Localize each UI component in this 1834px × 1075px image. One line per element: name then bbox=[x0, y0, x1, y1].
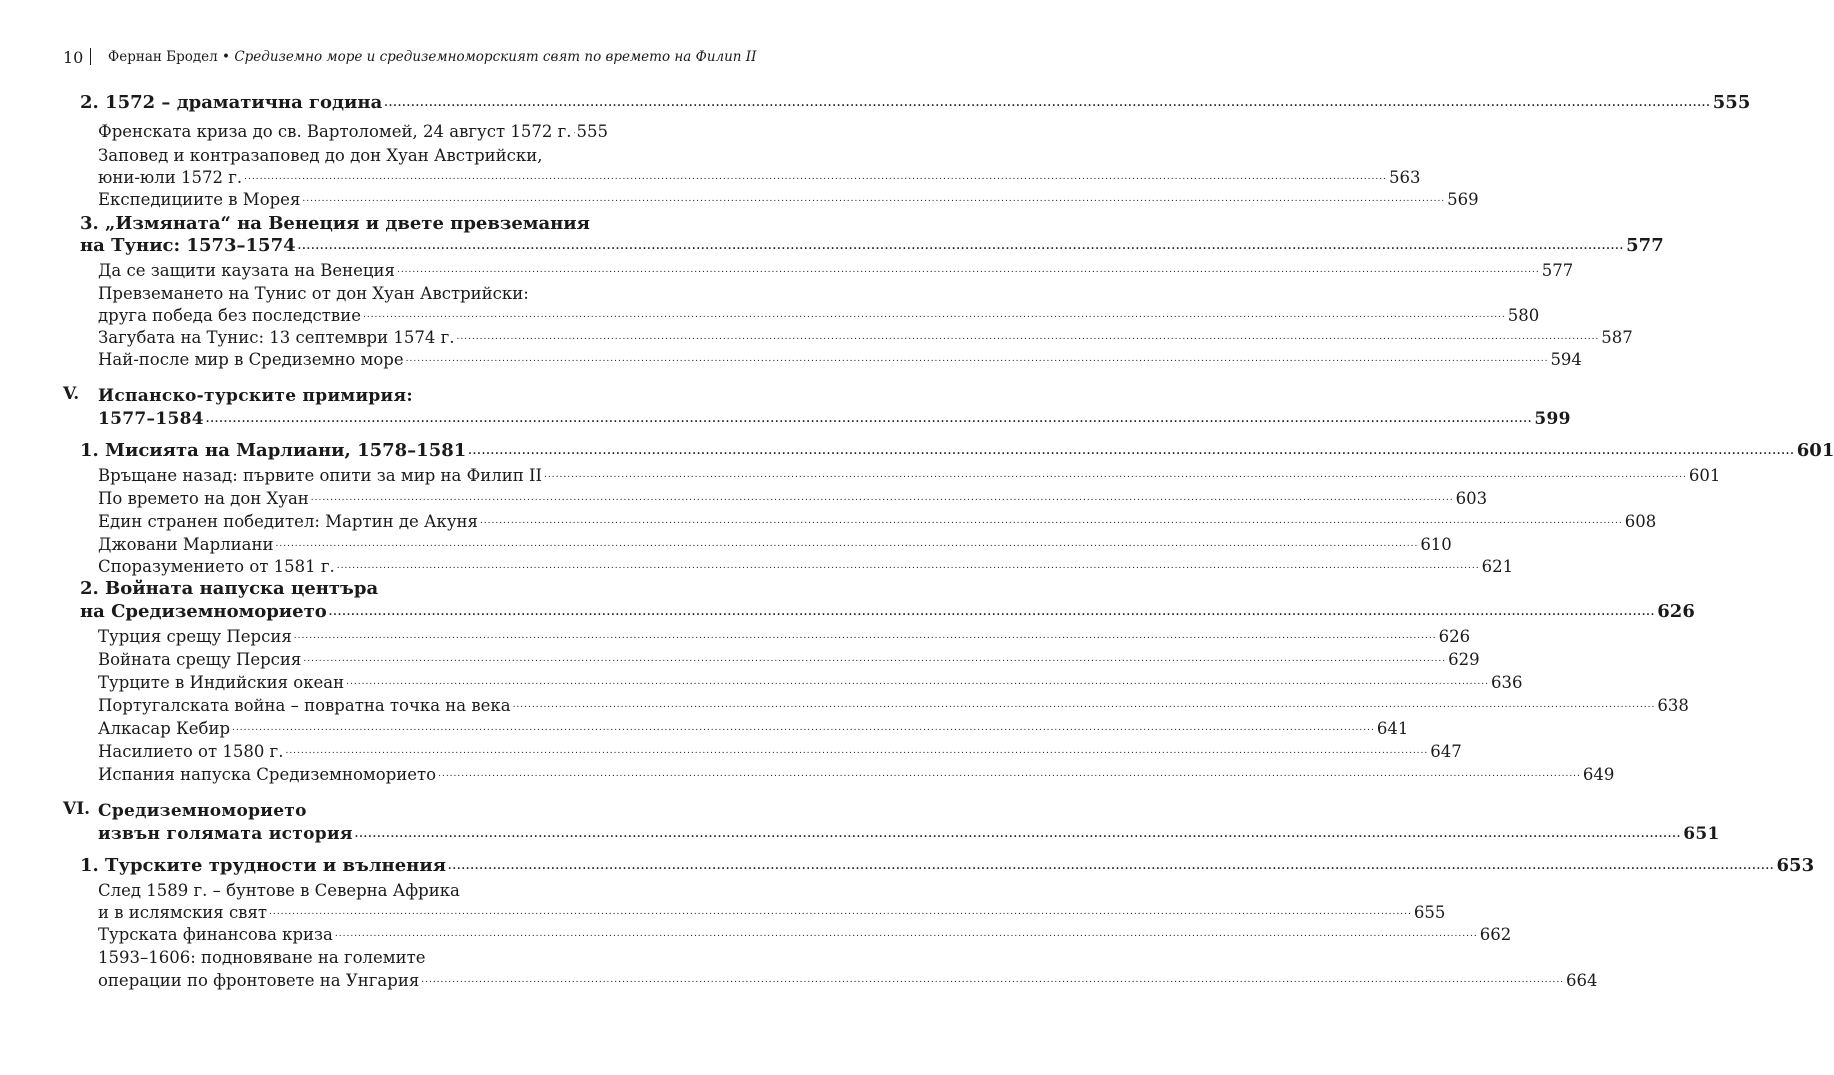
toc-entry-page: 599 bbox=[1534, 409, 1571, 429]
toc-entry-sub bbox=[98, 668, 1523, 692]
toc-entry-page: 664 bbox=[1566, 971, 1598, 990]
toc-entry-page: 587 bbox=[1601, 328, 1633, 347]
toc-entry-sub bbox=[98, 301, 1540, 325]
toc-entry-sub bbox=[98, 345, 1582, 369]
toc-entry-page: 662 bbox=[1479, 925, 1512, 944]
toc-entry-sec bbox=[80, 852, 1815, 876]
toc-entry-page: 555 bbox=[1712, 92, 1751, 113]
toc-entry-title: операции по фронтовете на Унгария bbox=[98, 971, 420, 990]
toc-entry-title: Един странен победител: Мартин де Акуня bbox=[98, 512, 478, 531]
header-book-title: Средиземно море и средиземноморският свят по времето на Филип II bbox=[234, 49, 757, 65]
dot-leader bbox=[302, 195, 1445, 204]
dot-leader bbox=[329, 608, 1656, 617]
toc-entry-page: 577 bbox=[1541, 261, 1574, 280]
toc-entry-title: Експедициите в Морея bbox=[98, 190, 301, 209]
toc-entry-sub bbox=[98, 256, 1574, 280]
running-header bbox=[0, 46, 757, 70]
toc-entry-title: на Средиземноморието bbox=[80, 601, 327, 622]
toc-entry-title: Загубата на Тунис: 13 септември 1574 г. bbox=[98, 328, 455, 347]
toc-entry-page: 577 bbox=[1626, 235, 1664, 256]
toc-entry-title: извън голямата история bbox=[98, 824, 353, 844]
dot-leader bbox=[311, 494, 1454, 503]
toc-entry-title: Турската финансова криза bbox=[98, 925, 333, 944]
toc-entry-page: 601 bbox=[1796, 440, 1834, 461]
toc-entry-title: 3. „Измяната“ на Венеция и двете превземания bbox=[80, 213, 590, 234]
toc-entry-title: Връщане назад: първите опити за мир на Филип II bbox=[98, 466, 543, 485]
part-number: VI. bbox=[63, 799, 91, 819]
toc-entry-page: 563 bbox=[1388, 168, 1421, 187]
dot-leader bbox=[384, 99, 1711, 108]
toc-entry-page: 653 bbox=[1776, 855, 1815, 876]
toc-entry-sub bbox=[98, 279, 608, 303]
dot-leader bbox=[421, 976, 1564, 985]
toc-entry-sub bbox=[98, 714, 1409, 738]
toc-entry-page: 641 bbox=[1376, 719, 1409, 738]
toc-entry-sub bbox=[98, 943, 608, 967]
dot-leader bbox=[456, 333, 1599, 342]
toc-entry-part bbox=[98, 797, 608, 821]
dot-leader bbox=[294, 632, 1437, 641]
toc-entry-title: юни-юли 1572 г. bbox=[98, 168, 243, 187]
toc-entry-page: 603 bbox=[1455, 489, 1488, 508]
toc-entry-title: 1593–1606: подновяване на големите bbox=[98, 948, 426, 967]
toc-entry-title: По времето на дон Хуан bbox=[98, 489, 309, 508]
toc-entry-title: 1. Турските трудности и вълнения bbox=[80, 855, 446, 876]
toc-entry-sub bbox=[98, 507, 1657, 531]
page-number: 10 bbox=[63, 48, 84, 67]
toc-entry-page: 569 bbox=[1447, 190, 1479, 209]
running-title bbox=[108, 49, 756, 65]
toc-entry-title: Испания напуска Средиземноморието bbox=[98, 765, 437, 784]
toc-entry-title: друга победа без последствие bbox=[98, 306, 361, 325]
toc-entry-sub bbox=[98, 141, 608, 165]
toc-entry-sec bbox=[80, 575, 608, 599]
header-divider bbox=[90, 48, 91, 65]
header-author: Фернан Бродел bbox=[108, 49, 218, 65]
toc-entry-page: 649 bbox=[1582, 765, 1615, 784]
toc-entry-sub bbox=[98, 163, 1421, 187]
toc-entry-page: 638 bbox=[1657, 696, 1689, 715]
dot-leader bbox=[335, 930, 1478, 939]
toc-entry-sec bbox=[80, 89, 1751, 113]
toc-entry-sec bbox=[80, 437, 1834, 461]
toc-entry-page: 626 bbox=[1438, 627, 1471, 646]
toc-entry-sub bbox=[98, 645, 1480, 669]
toc-entry-title: 1577–1584 bbox=[98, 409, 204, 429]
dot-leader bbox=[480, 517, 1623, 526]
toc-entry-sub bbox=[98, 530, 1452, 554]
toc-entry-title: Португалската война – повратна точка на века bbox=[98, 696, 511, 715]
toc-entry-title: Да се защити каузата на Венеция bbox=[98, 261, 395, 280]
toc-entry-title: 2. Войната напуска центъра bbox=[80, 578, 379, 599]
toc-entry-title: Превземането на Тунис от дон Хуан Австрийски: bbox=[98, 284, 529, 303]
toc-entry-title: Френската криза до св. Вартоломей, 24 август 1572 г. bbox=[98, 122, 572, 141]
toc-entry-part bbox=[98, 405, 1571, 429]
toc-entry-title: Заповед и контразаповед до дон Хуан Австрийски, bbox=[98, 146, 543, 165]
toc-entry-sub bbox=[98, 737, 1462, 761]
dot-leader bbox=[406, 355, 1549, 364]
toc-entry-page: 601 bbox=[1688, 466, 1721, 485]
toc-entry-page: 651 bbox=[1683, 824, 1720, 844]
toc-entry-sub bbox=[98, 760, 1615, 784]
part-number: V. bbox=[63, 384, 80, 404]
toc-entry-page: 636 bbox=[1490, 673, 1523, 692]
dot-leader bbox=[363, 311, 1506, 320]
toc-entry-page: 580 bbox=[1507, 306, 1540, 325]
toc-entry-sub bbox=[98, 185, 1479, 209]
toc-entry-page: 594 bbox=[1550, 350, 1582, 369]
toc-entry-title: Войната срещу Персия bbox=[98, 650, 302, 669]
toc-entry-page: 610 bbox=[1420, 535, 1452, 554]
toc-entry-sec bbox=[80, 210, 608, 234]
toc-entry-title: на Тунис: 1573–1574 bbox=[80, 235, 296, 256]
dot-leader bbox=[468, 447, 1795, 456]
toc-entry-title: След 1589 г. – бунтове в Северна Африка bbox=[98, 881, 460, 900]
toc-entry-title: 2. 1572 – драматична година bbox=[80, 92, 383, 113]
toc-entry-title: и в ислямския свят bbox=[98, 903, 268, 922]
toc-entry-sub bbox=[98, 622, 1471, 646]
toc-entry-sub bbox=[98, 920, 1512, 944]
toc-entry-part bbox=[98, 820, 1720, 844]
toc-entry-sub bbox=[98, 552, 1514, 576]
toc-entry-sub bbox=[98, 461, 1721, 485]
dot-leader bbox=[206, 415, 1533, 424]
dot-leader bbox=[232, 724, 1375, 733]
toc-entry-sub bbox=[98, 323, 1633, 347]
dot-leader bbox=[573, 127, 574, 136]
toc-entry-sub bbox=[98, 876, 608, 900]
toc-entry-title: Турция срещу Персия bbox=[98, 627, 292, 646]
toc-entry-title: Турците в Индийския океан bbox=[98, 673, 345, 692]
toc-entry-page: 626 bbox=[1657, 601, 1695, 622]
dot-leader bbox=[303, 655, 1446, 664]
dot-leader bbox=[448, 862, 1775, 871]
toc-entry-page: 629 bbox=[1448, 650, 1480, 669]
dot-leader bbox=[544, 471, 1687, 480]
toc-entry-page: 647 bbox=[1430, 742, 1462, 761]
dot-leader bbox=[355, 830, 1682, 839]
toc-entry-sub bbox=[98, 691, 1689, 715]
toc-entry-sub bbox=[98, 484, 1488, 508]
toc-entry-title: Средиземноморието bbox=[98, 801, 307, 821]
toc-entry-part bbox=[98, 382, 608, 406]
toc-entry-page: 555 bbox=[576, 122, 608, 141]
toc-entry-page: 621 bbox=[1481, 557, 1514, 576]
toc-entry-sec bbox=[80, 598, 1695, 622]
toc-entry-sub bbox=[98, 966, 1598, 990]
toc-entry-sub bbox=[98, 898, 1446, 922]
toc-entry-sub bbox=[98, 117, 608, 141]
dot-leader bbox=[397, 266, 1540, 275]
toc-entry-title: Испанско-турските примирия: bbox=[98, 386, 413, 406]
dot-leader bbox=[269, 908, 1412, 917]
toc-entry-title: 1. Мисията на Марлиани, 1578–1581 bbox=[80, 440, 467, 461]
dot-leader bbox=[285, 747, 1428, 756]
dot-leader bbox=[513, 701, 1656, 710]
dot-leader bbox=[438, 770, 1581, 779]
dot-leader bbox=[298, 242, 1625, 251]
toc-entry-sec bbox=[80, 232, 1664, 256]
toc-entry-title: Насилието от 1580 г. bbox=[98, 742, 284, 761]
dot-leader bbox=[346, 678, 1489, 687]
dot-leader bbox=[244, 173, 1387, 182]
dot-leader bbox=[276, 540, 1419, 549]
toc-entry-title: Споразумението от 1581 г. bbox=[98, 557, 335, 576]
toc-entry-page: 655 bbox=[1413, 903, 1446, 922]
header-bullet: • bbox=[222, 49, 231, 65]
toc-entry-title: Алкасар Кебир bbox=[98, 719, 231, 738]
toc-entry-title: Най-после мир в Средиземно море bbox=[98, 350, 404, 369]
dot-leader bbox=[337, 562, 1480, 571]
toc-entry-page: 608 bbox=[1624, 512, 1657, 531]
toc-entry-title: Джовани Марлиани bbox=[98, 535, 274, 554]
